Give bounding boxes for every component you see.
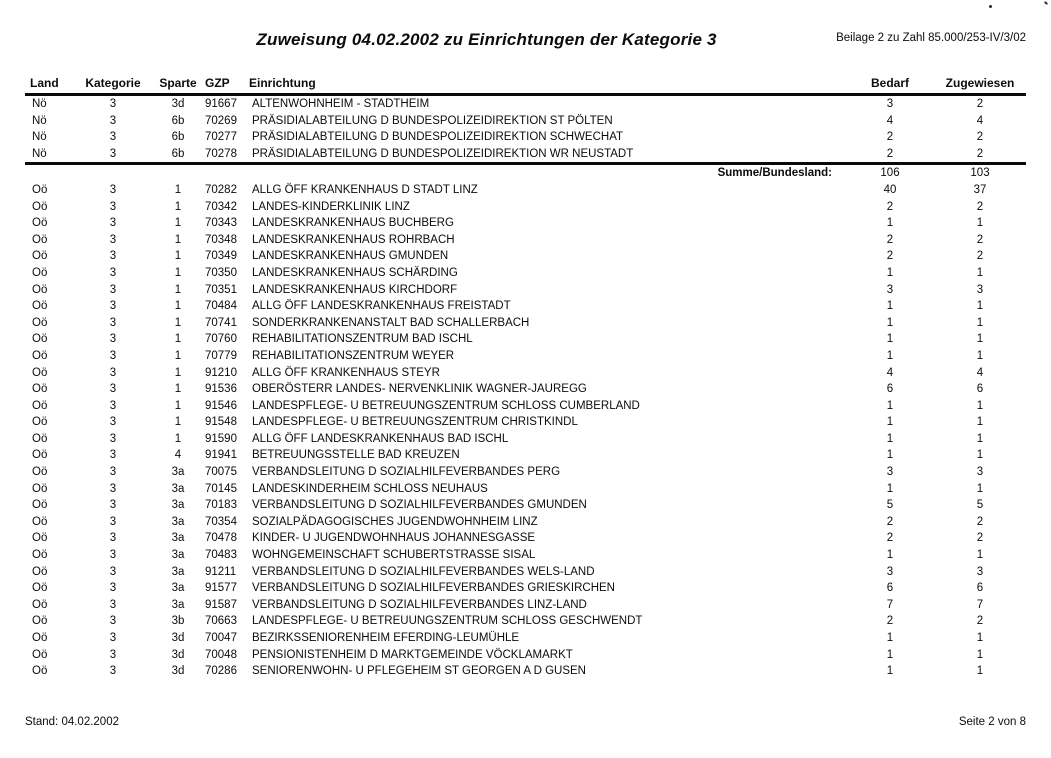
cell-zugewiesen: 3	[976, 283, 984, 296]
cell-land: Oö	[32, 565, 48, 578]
cell-bedarf: 7	[886, 598, 894, 611]
table-row	[25, 431, 1026, 448]
cell-kategorie: 3	[109, 250, 117, 263]
cell-zugewiesen: 1	[976, 482, 984, 495]
cell-einrichtung: SENIORENWOHN- U PFLEGEHEIM ST GEORGEN A D GUSEN	[252, 665, 586, 678]
cell-kategorie: 3	[109, 582, 117, 595]
cell-land: Oö	[32, 549, 48, 562]
cell-bedarf: 1	[886, 266, 894, 279]
table-row	[25, 447, 1026, 464]
cell-sparte: 3d	[171, 648, 185, 661]
cell-einrichtung: PRÄSIDIALABTEILUNG D BUNDESPOLIZEIDIREKTION SCHWECHAT	[252, 131, 624, 144]
cell-einrichtung: VERBANDSLEITUNG D SOZIALHILFEVERBANDES GRIESKIRCHEN	[252, 582, 615, 595]
cell-einrichtung: KINDER- U JUGENDWOHNHAUS JOHANNESGASSE	[252, 532, 536, 545]
cell-gzp: 70351	[205, 283, 237, 296]
cell-einrichtung: REHABILITATIONSZENTRUM WEYER	[252, 349, 455, 362]
cell-land: Nö	[32, 131, 47, 144]
cell-bedarf: 1	[886, 399, 894, 412]
cell-einrichtung: LANDESPFLEGE- U BETREUUNGSZENTRUM SCHLOSS CUMBERLAND	[252, 399, 640, 412]
cell-land: Oö	[32, 383, 48, 396]
table-row	[25, 613, 1026, 630]
cell-kategorie: 3	[109, 648, 117, 661]
cell-einrichtung: ALLG ÖFF KRANKENHAUS STEYR	[252, 366, 440, 379]
cell-land: Oö	[32, 217, 48, 230]
summary-label: Summe/Bundesland:	[25, 164, 846, 182]
cell-einrichtung: ALTENWOHNHEIM - STADTHEIM	[252, 98, 430, 110]
table-row	[25, 497, 1026, 514]
cell-gzp: 70478	[205, 532, 237, 545]
cell-land: Oö	[32, 632, 48, 644]
cell-bedarf: 2	[886, 250, 894, 263]
cell-sparte: 3d	[171, 632, 185, 644]
table-row	[25, 663, 1026, 680]
cell-zugewiesen: 1	[976, 449, 984, 462]
cell-bedarf: 1	[886, 482, 894, 495]
cell-kategorie: 3	[109, 333, 117, 346]
cell-bedarf: 2	[886, 532, 894, 545]
cell-land: Oö	[32, 183, 48, 196]
cell-zugewiesen: 2	[976, 131, 984, 144]
table-row	[25, 381, 1026, 398]
table-row	[25, 232, 1026, 249]
header-kategorie: Kategorie	[75, 76, 151, 95]
cell-einrichtung: LANDESPFLEGE- U BETREUUNGSZENTRUM SCHLOSS GESCHWENDT	[252, 615, 643, 628]
cell-zugewiesen: 1	[976, 665, 984, 678]
cell-land: Oö	[32, 266, 48, 279]
cell-zugewiesen: 1	[976, 316, 984, 329]
cell-kategorie: 3	[109, 482, 117, 495]
cell-kategorie: 3	[109, 432, 117, 445]
cell-zugewiesen: 1	[976, 349, 984, 362]
cell-kategorie: 3	[109, 598, 117, 611]
cell-sparte: 1	[174, 399, 182, 412]
cell-kategorie: 3	[109, 200, 117, 213]
cell-zugewiesen: 2	[976, 233, 984, 246]
cell-land: Oö	[32, 333, 48, 346]
table-header	[25, 76, 1026, 95]
table-row	[25, 129, 1026, 146]
cell-zugewiesen: 1	[976, 399, 984, 412]
header-sparte: Sparte	[151, 76, 205, 95]
cell-einrichtung: LANDESKRANKENHAUS SCHÄRDING	[252, 266, 458, 279]
cell-land: Oö	[32, 466, 48, 479]
cell-kategorie: 3	[109, 383, 117, 396]
table-row	[25, 146, 1026, 164]
cell-zugewiesen: 2	[976, 615, 984, 628]
cell-sparte: 1	[174, 217, 182, 230]
cell-land: Oö	[32, 366, 48, 379]
cell-gzp: 70741	[205, 316, 237, 329]
cell-sparte: 1	[174, 300, 182, 313]
cell-einrichtung: SONDERKRANKENANSTALT BAD SCHALLERBACH	[252, 316, 530, 329]
cell-bedarf: 2	[886, 515, 894, 528]
cell-gzp: 70348	[205, 233, 237, 246]
cell-zugewiesen: 2	[976, 98, 984, 110]
cell-sparte: 1	[174, 283, 182, 296]
cell-kategorie: 3	[109, 183, 117, 196]
cell-gzp: 70145	[205, 482, 237, 495]
cell-gzp: 70342	[205, 200, 237, 213]
cell-einrichtung: VERBANDSLEITUNG D SOZIALHILFEVERBANDES GMUNDEN	[252, 499, 587, 512]
cell-sparte: 1	[174, 366, 182, 379]
cell-bedarf: 1	[886, 648, 894, 661]
cell-bedarf: 4	[886, 366, 894, 379]
cell-sparte: 3a	[171, 598, 185, 611]
table-row	[25, 315, 1026, 332]
table-row	[25, 199, 1026, 216]
cell-gzp: 70483	[205, 549, 237, 562]
cell-sparte: 3a	[171, 515, 185, 528]
cell-sparte: 3a	[171, 466, 185, 479]
header-einrichtung: Einrichtung	[249, 76, 846, 95]
cell-gzp: 91546	[205, 399, 237, 412]
table-row	[25, 365, 1026, 382]
cell-land: Oö	[32, 316, 48, 329]
cell-einrichtung: VERBANDSLEITUNG D SOZIALHILFEVERBANDES WELS-LAND	[252, 565, 595, 578]
table-row	[25, 547, 1026, 564]
footer-stand: Stand: 04.02.2002	[25, 716, 119, 728]
cell-kategorie: 3	[109, 283, 117, 296]
cell-land: Oö	[32, 582, 48, 595]
cell-sparte: 3a	[171, 549, 185, 562]
cell-einrichtung: LANDESKRANKENHAUS GMUNDEN	[252, 250, 449, 263]
cell-zugewiesen: 1	[976, 300, 984, 313]
cell-zugewiesen: 1	[976, 416, 984, 429]
cell-sparte: 6b	[171, 147, 185, 160]
cell-land: Oö	[32, 300, 48, 313]
table-row	[25, 398, 1026, 415]
cell-einrichtung: OBERÖSTERR LANDES- NERVENKLINIK WAGNER-JAUREGG	[252, 383, 587, 396]
cell-land: Oö	[32, 416, 48, 429]
cell-gzp: 70277	[205, 131, 237, 144]
cell-einrichtung: BETREUUNGSSTELLE BAD KREUZEN	[252, 449, 460, 462]
cell-kategorie: 3	[109, 665, 117, 678]
cell-einrichtung: LANDESKINDERHEIM SCHLOSS NEUHAUS	[252, 482, 488, 495]
cell-bedarf: 2	[886, 131, 894, 144]
cell-gzp: 70484	[205, 300, 237, 313]
cell-land: Nö	[32, 114, 47, 127]
cell-zugewiesen: 2	[976, 200, 984, 213]
table-row	[25, 630, 1026, 647]
table-row	[25, 215, 1026, 232]
header-gzp: GZP	[205, 76, 249, 95]
cell-gzp: 70183	[205, 499, 237, 512]
cell-kategorie: 3	[109, 449, 117, 462]
cell-zugewiesen: 4	[976, 366, 984, 379]
header-zugewiesen: Zugewiesen	[934, 76, 1026, 95]
cell-sparte: 1	[174, 432, 182, 445]
cell-sparte: 1	[174, 266, 182, 279]
scan-speck	[1044, 1, 1048, 5]
cell-sparte: 3a	[171, 499, 185, 512]
cell-einrichtung: ALLG ÖFF KRANKENHAUS D STADT LINZ	[252, 183, 478, 196]
cell-kategorie: 3	[109, 632, 117, 644]
cell-land: Oö	[32, 349, 48, 362]
cell-land: Oö	[32, 432, 48, 445]
reference-annotation: Beilage 2 zu Zahl 85.000/253-IV/3/02	[836, 32, 1026, 44]
cell-zugewiesen: 2	[976, 532, 984, 545]
cell-zugewiesen: 3	[976, 466, 984, 479]
summary-row	[25, 164, 1026, 182]
cell-zugewiesen: 1	[976, 266, 984, 279]
cell-bedarf: 1	[886, 549, 894, 562]
cell-kategorie: 3	[109, 549, 117, 562]
assignments-table	[25, 76, 1026, 680]
cell-land: Oö	[32, 482, 48, 495]
cell-zugewiesen: 1	[976, 217, 984, 230]
cell-zugewiesen: 1	[976, 648, 984, 661]
cell-land: Oö	[32, 399, 48, 412]
cell-land: Oö	[32, 233, 48, 246]
cell-bedarf: 3	[886, 98, 894, 110]
cell-bedarf: 6	[886, 582, 894, 595]
table-row	[25, 481, 1026, 498]
cell-kategorie: 3	[109, 499, 117, 512]
cell-bedarf: 2	[886, 200, 894, 213]
cell-sparte: 3b	[171, 615, 185, 628]
table-row	[25, 348, 1026, 365]
cell-gzp: 91211	[205, 565, 237, 578]
cell-land: Oö	[32, 598, 48, 611]
cell-bedarf: 6	[886, 383, 894, 396]
cell-land: Oö	[32, 250, 48, 263]
table-row	[25, 530, 1026, 547]
cell-einrichtung: VERBANDSLEITUNG D SOZIALHILFEVERBANDES LINZ-LAND	[252, 598, 587, 611]
cell-bedarf: 1	[886, 316, 894, 329]
cell-gzp: 70663	[205, 615, 237, 628]
cell-gzp: 70048	[205, 648, 237, 661]
cell-gzp: 70779	[205, 349, 237, 362]
cell-land: Oö	[32, 648, 48, 661]
cell-bedarf: 1	[886, 300, 894, 313]
cell-bedarf: 1	[886, 349, 894, 362]
cell-bedarf: 5	[886, 499, 894, 512]
cell-gzp: 91587	[205, 598, 237, 611]
cell-gzp: 70760	[205, 333, 237, 346]
cell-gzp: 91210	[205, 366, 237, 379]
cell-zugewiesen: 5	[976, 499, 984, 512]
cell-sparte: 3a	[171, 565, 185, 578]
cell-gzp: 70282	[205, 183, 237, 196]
cell-zugewiesen: 1	[976, 632, 984, 644]
cell-sparte: 1	[174, 416, 182, 429]
table-row	[25, 647, 1026, 664]
cell-gzp: 91577	[205, 582, 237, 595]
cell-zugewiesen: 1	[976, 333, 984, 346]
cell-einrichtung: PRÄSIDIALABTEILUNG D BUNDESPOLIZEIDIREKTION WR NEUSTADT	[252, 147, 634, 160]
header-bedarf: Bedarf	[846, 76, 934, 95]
cell-einrichtung: LANDESKRANKENHAUS ROHRBACH	[252, 233, 455, 246]
cell-zugewiesen: 4	[976, 114, 984, 127]
cell-land: Oö	[32, 665, 48, 678]
cell-sparte: 3a	[171, 482, 185, 495]
cell-zugewiesen: 6	[976, 582, 984, 595]
cell-sparte: 1	[174, 233, 182, 246]
cell-land: Nö	[32, 98, 47, 110]
cell-zugewiesen: 3	[976, 565, 984, 578]
cell-bedarf: 3	[886, 466, 894, 479]
cell-sparte: 3a	[171, 582, 185, 595]
cell-kategorie: 3	[109, 532, 117, 545]
cell-gzp: 91536	[205, 383, 237, 396]
cell-gzp: 70047	[205, 632, 237, 644]
cell-bedarf: 2	[886, 615, 894, 628]
cell-kategorie: 3	[109, 416, 117, 429]
cell-sparte: 3a	[171, 532, 185, 545]
table-row	[25, 580, 1026, 597]
table-row	[25, 464, 1026, 481]
cell-sparte: 6b	[171, 131, 185, 144]
cell-kategorie: 3	[109, 233, 117, 246]
cell-zugewiesen: 1	[976, 432, 984, 445]
cell-einrichtung: VERBANDSLEITUNG D SOZIALHILFEVERBANDES PERG	[252, 466, 561, 479]
cell-einrichtung: LANDESKRANKENHAUS BUCHBERG	[252, 217, 454, 230]
cell-kategorie: 3	[109, 98, 117, 110]
cell-sparte: 1	[174, 316, 182, 329]
cell-bedarf: 2	[886, 147, 894, 160]
table-row	[25, 298, 1026, 315]
scan-speck	[989, 5, 992, 8]
cell-gzp: 70343	[205, 217, 237, 230]
cell-gzp: 70349	[205, 250, 237, 263]
cell-bedarf: 3	[886, 283, 894, 296]
cell-einrichtung: LANDESKRANKENHAUS KIRCHDORF	[252, 283, 458, 296]
cell-einrichtung: SOZIALPÄDAGOGISCHES JUGENDWOHNHEIM LINZ	[252, 515, 538, 528]
cell-land: Oö	[32, 532, 48, 545]
table-row	[25, 182, 1026, 199]
cell-gzp: 91590	[205, 432, 237, 445]
cell-gzp: 70354	[205, 515, 237, 528]
table-row	[25, 248, 1026, 265]
cell-zugewiesen: 7	[976, 598, 984, 611]
cell-bedarf: 1	[886, 217, 894, 230]
cell-sparte: 3d	[171, 98, 185, 110]
table-row	[25, 331, 1026, 348]
cell-bedarf: 1	[886, 432, 894, 445]
cell-bedarf: 4	[886, 114, 894, 127]
cell-kategorie: 3	[109, 316, 117, 329]
cell-sparte: 3d	[171, 665, 185, 678]
table-row	[25, 265, 1026, 282]
cell-sparte: 4	[174, 449, 182, 462]
table-row	[25, 514, 1026, 531]
cell-kategorie: 3	[109, 615, 117, 628]
cell-sparte: 1	[174, 183, 182, 196]
cell-zugewiesen: 6	[976, 383, 984, 396]
cell-land: Oö	[32, 449, 48, 462]
summary-zugewiesen: 103	[934, 164, 1026, 182]
cell-gzp: 70350	[205, 266, 237, 279]
cell-einrichtung: WOHNGEMEINSCHAFT SCHUBERTSTRASSE SISAL	[252, 549, 536, 562]
cell-kategorie: 3	[109, 114, 117, 127]
cell-bedarf: 1	[886, 665, 894, 678]
cell-kategorie: 3	[109, 515, 117, 528]
cell-gzp: 70269	[205, 114, 237, 127]
table-row	[25, 282, 1026, 299]
cell-bedarf: 1	[886, 449, 894, 462]
cell-einrichtung: PENSIONISTENHEIM D MARKTGEMEINDE VÖCKLAMARKT	[252, 648, 573, 661]
cell-einrichtung: LANDESPFLEGE- U BETREUUNGSZENTRUM CHRISTKINDL	[252, 416, 578, 429]
cell-sparte: 1	[174, 200, 182, 213]
cell-kategorie: 3	[109, 266, 117, 279]
table-row	[25, 414, 1026, 431]
cell-land: Oö	[32, 615, 48, 628]
cell-gzp: 91548	[205, 416, 237, 429]
cell-gzp: 70278	[205, 147, 237, 160]
cell-kategorie: 3	[109, 366, 117, 379]
cell-land: Oö	[32, 515, 48, 528]
page-footer	[25, 716, 1026, 728]
summary-bedarf: 106	[846, 164, 934, 182]
title-row	[25, 30, 1026, 50]
table-body	[25, 95, 1026, 680]
cell-zugewiesen: 2	[976, 147, 984, 160]
cell-bedarf: 2	[886, 233, 894, 246]
cell-gzp: 70286	[205, 665, 237, 678]
cell-zugewiesen: 1	[976, 549, 984, 562]
cell-kategorie: 3	[109, 399, 117, 412]
cell-zugewiesen: 37	[973, 183, 987, 196]
cell-sparte: 1	[174, 383, 182, 396]
cell-land: Oö	[32, 499, 48, 512]
cell-sparte: 1	[174, 250, 182, 263]
cell-zugewiesen: 2	[976, 515, 984, 528]
cell-bedarf: 1	[886, 333, 894, 346]
cell-einrichtung: BEZIRKSSENIORENHEIM EFERDING-LEUMÜHLE	[252, 632, 520, 644]
cell-land: Oö	[32, 283, 48, 296]
cell-sparte: 6b	[171, 114, 185, 127]
table-row	[25, 564, 1026, 581]
cell-kategorie: 3	[109, 466, 117, 479]
cell-sparte: 1	[174, 349, 182, 362]
cell-land: Oö	[32, 200, 48, 213]
cell-einrichtung: PRÄSIDIALABTEILUNG D BUNDESPOLIZEIDIREKTION ST PÖLTEN	[252, 114, 613, 127]
footer-page-number: Seite 2 von 8	[958, 716, 1026, 728]
cell-bedarf: 40	[883, 183, 897, 196]
cell-einrichtung: ALLG ÖFF LANDESKRANKENHAUS BAD ISCHL	[252, 432, 509, 445]
cell-land: Nö	[32, 147, 47, 160]
cell-gzp: 70075	[205, 466, 237, 479]
cell-einrichtung: LANDES-KINDERKLINIK LINZ	[252, 200, 410, 213]
table-row	[25, 95, 1026, 113]
cell-einrichtung: REHABILITATIONSZENTRUM BAD ISCHL	[252, 333, 473, 346]
table-row	[25, 597, 1026, 614]
cell-zugewiesen: 2	[976, 250, 984, 263]
cell-gzp: 91667	[205, 98, 237, 110]
cell-kategorie: 3	[109, 217, 117, 230]
cell-bedarf: 1	[886, 416, 894, 429]
cell-sparte: 1	[174, 333, 182, 346]
cell-kategorie: 3	[109, 147, 117, 160]
header-land: Land	[25, 76, 75, 95]
cell-kategorie: 3	[109, 300, 117, 313]
cell-bedarf: 3	[886, 565, 894, 578]
cell-kategorie: 3	[109, 349, 117, 362]
cell-kategorie: 3	[109, 565, 117, 578]
table-row	[25, 113, 1026, 130]
page-title: Zuweisung 04.02.2002 zu Einrichtungen der Kategorie 3	[256, 30, 717, 49]
cell-kategorie: 3	[109, 131, 117, 144]
cell-bedarf: 1	[886, 632, 894, 644]
cell-einrichtung: ALLG ÖFF LANDESKRANKENHAUS FREISTADT	[252, 300, 511, 313]
cell-gzp: 91941	[205, 449, 237, 462]
